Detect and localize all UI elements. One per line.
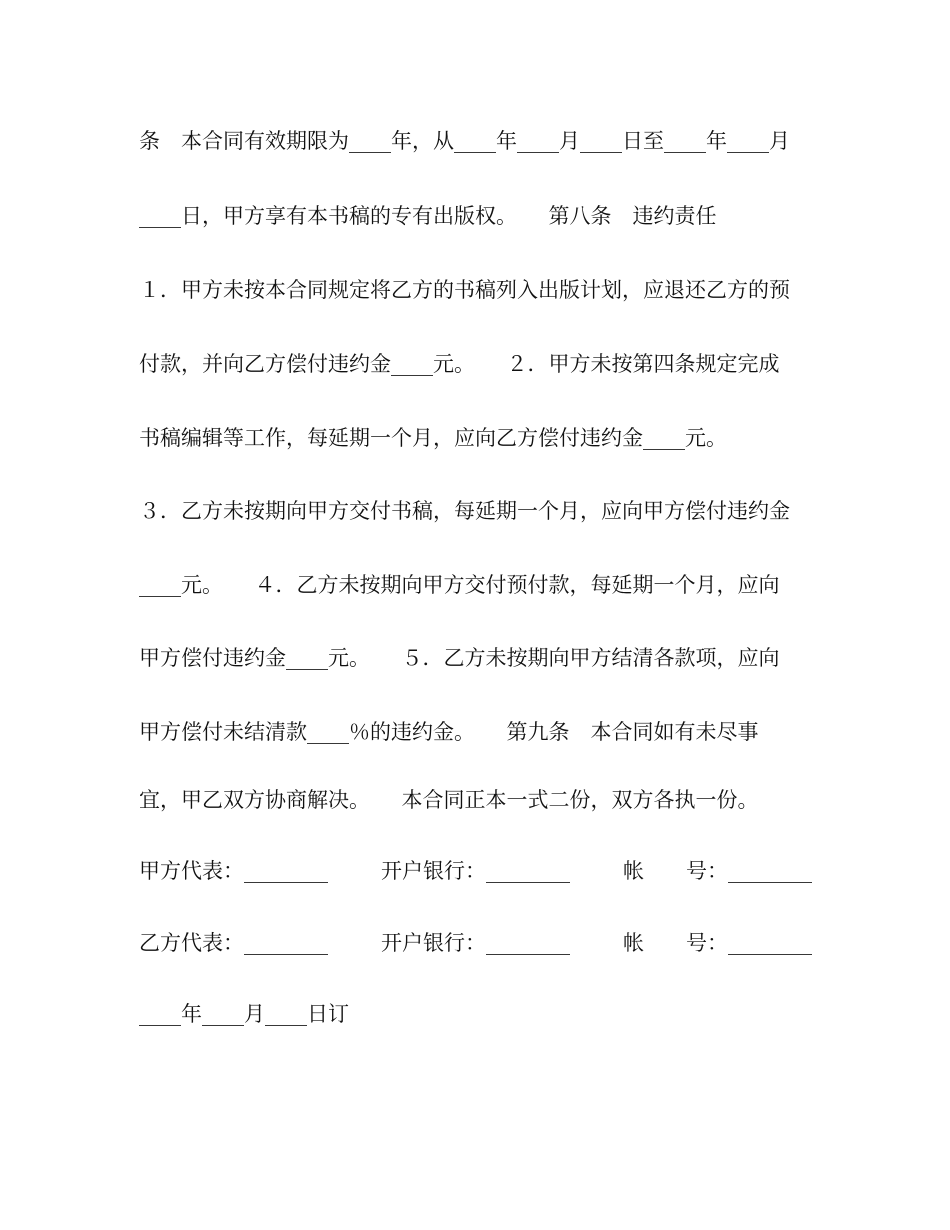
party-a-representative: 甲方代表：________ — [139, 859, 328, 883]
party-b-signature-row — [139, 923, 812, 963]
party-a-bank: 开户银行：________ — [381, 859, 570, 883]
text-line-4: 付款，并向乙方偿付违约金____元。 ２．甲方未按第四条规定完成 — [139, 352, 780, 376]
party-a-signature-row — [139, 851, 812, 891]
text-line-5: 书稿编辑等工作，每延期一个月，应向乙方偿付违约金____元。 — [139, 426, 727, 450]
text-line-8: 甲方偿付违约金____元。 ５．乙方未按期向甲方结清各款项，应向 — [139, 646, 780, 670]
party-b-account: 帐 号：________ — [623, 931, 812, 955]
text-line-6: ３．乙方未按期向甲方交付书稿，每延期一个月，应向甲方偿付违约金 — [139, 499, 790, 523]
text-line-9: 甲方偿付未结清款____％的违约金。 第九条 本合同如有未尽事 — [139, 720, 759, 744]
party-a-account: 帐 号：________ — [623, 859, 812, 883]
text-line-1: 条 本合同有效期限为____年，从____年____月____日至____年____月 — [139, 129, 790, 153]
party-b-bank: 开户银行：________ — [381, 931, 570, 955]
text-line-2: ____日，甲方享有本书稿的专有出版权。 第八条 违约责任 — [139, 204, 717, 228]
text-line-3: １．甲方未按本合同规定将乙方的书稿列入出版计划，应退还乙方的预 — [139, 278, 790, 302]
text-line-10: 宜，甲乙双方协商解决。 本合同正本一式二份，双方各执一份。 — [139, 788, 759, 812]
text-line-7: ____元。 ４．乙方未按期向甲方交付预付款，每延期一个月，应向 — [139, 573, 780, 597]
party-b-representative: 乙方代表：________ — [139, 931, 328, 955]
signing-date-line: ____年____月____日订 — [139, 1002, 349, 1026]
